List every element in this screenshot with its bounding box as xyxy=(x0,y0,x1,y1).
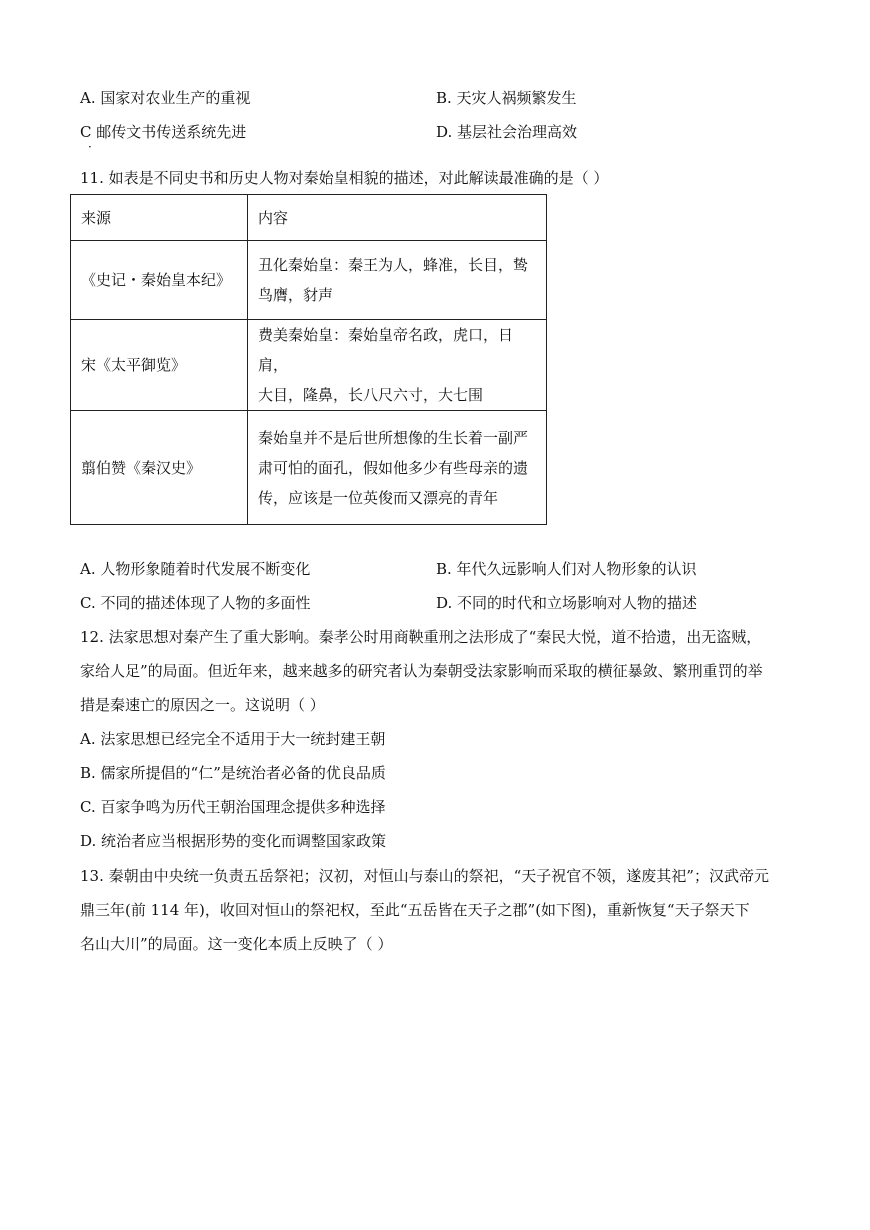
q12-option-a: A. 法家思想已经完全不适用于大一统封建王朝 xyxy=(80,730,386,748)
table-cell-source: 《史记・秦始皇本纪》 xyxy=(71,241,248,320)
table-header-row xyxy=(71,195,547,241)
q11-source-table xyxy=(70,194,547,525)
table-header-source: 来源 xyxy=(71,195,248,241)
content-line: 丑化秦始皇：秦王为人，蜂准，长目，鸷 xyxy=(258,256,529,274)
q11-stem: 11. 如表是不同史书和历史人物对秦始皇相貌的描述，对此解读最准确的是（ ） xyxy=(80,169,609,187)
q10-option-b: B. 天灾人祸频繁发生 xyxy=(436,89,577,107)
q12-stem-line-1: 12. 法家思想对秦产生了重大影响。秦孝公时用商鞅重刑之法形成了“秦民大悦，道不拾遗，出无盗贼， xyxy=(80,628,762,646)
q11-option-d: D. 不同的时代和立场影响对人物的描述 xyxy=(436,594,698,612)
q10-option-c: C 邮传文书传送系统先进 xyxy=(80,123,247,141)
q11-option-b: B. 年代久远影响人们对人物形象的认识 xyxy=(436,560,697,578)
q12-stem-line-3: 措是秦速亡的原因之一。这说明（ ） xyxy=(80,696,325,714)
content-line: 传，应该是一位英俊而又漂亮的青年 xyxy=(258,488,499,507)
table-cell-content xyxy=(248,241,547,320)
content-line: 费美秦始皇：秦始皇帝名政，虎口，日肩， xyxy=(258,326,514,374)
table-cell-source: 翦伯赞《秦汉史》 xyxy=(71,411,248,525)
q12-option-d: D. 统治者应当根据形势的变化而调整国家政策 xyxy=(80,832,387,850)
option-c-dot-mark: · xyxy=(88,140,92,154)
q13-stem-line-3: 名山大川”的局面。这一变化本质上反映了（ ） xyxy=(80,935,393,953)
table-row xyxy=(71,241,547,320)
q12-stem-line-2: 家给人足”的局面。但近年来，越来越多的研究者认为秦朝受法家影响而采取的横征暴敛、繁刑重罚的举 xyxy=(80,662,763,680)
content-line: 肃可怕的面孔，假如他多少有些母亲的遗 xyxy=(258,458,529,477)
q11-option-a: A. 人物形象随着时代发展不断变化 xyxy=(80,560,311,578)
table-row xyxy=(71,320,547,411)
q10-option-d: D. 基层社会治理高效 xyxy=(436,123,578,141)
table-cell-content xyxy=(248,411,547,525)
q10-option-a: A. 国家对农业生产的重视 xyxy=(80,89,251,107)
q13-stem-line-2: 鼎三年(前 114 年)，收回对恒山的祭祀权，至此“五岳皆在天子之郡”(如下图)，重新恢复“天子祭天下 xyxy=(80,901,750,919)
content-line: 秦始皇并不是后世所想像的生长着一副严 xyxy=(258,428,529,447)
content-line: 鸟膺，豺声 xyxy=(258,286,334,304)
table-row xyxy=(71,411,547,525)
q12-option-b: B. 儒家所提倡的“仁”是统治者必备的优良品质 xyxy=(80,764,386,782)
table-cell-source: 宋《太平御览》 xyxy=(71,320,248,411)
q12-option-c: C. 百家争鸣为历代王朝治国理念提供多种选择 xyxy=(80,798,386,816)
table-header-content: 内容 xyxy=(248,195,547,241)
content-line: 大目，隆鼻，长八尺六寸，大七围 xyxy=(258,386,484,404)
table-cell-content xyxy=(248,320,547,411)
q11-option-c: C. 不同的描述体现了人物的多面性 xyxy=(80,594,311,612)
q13-stem-line-1: 13. 秦朝由中央统一负责五岳祭祀；汉初，对恒山与泰山的祭祀，“天子祝官不领，遂废其祀”；汉武帝元 xyxy=(80,867,769,885)
